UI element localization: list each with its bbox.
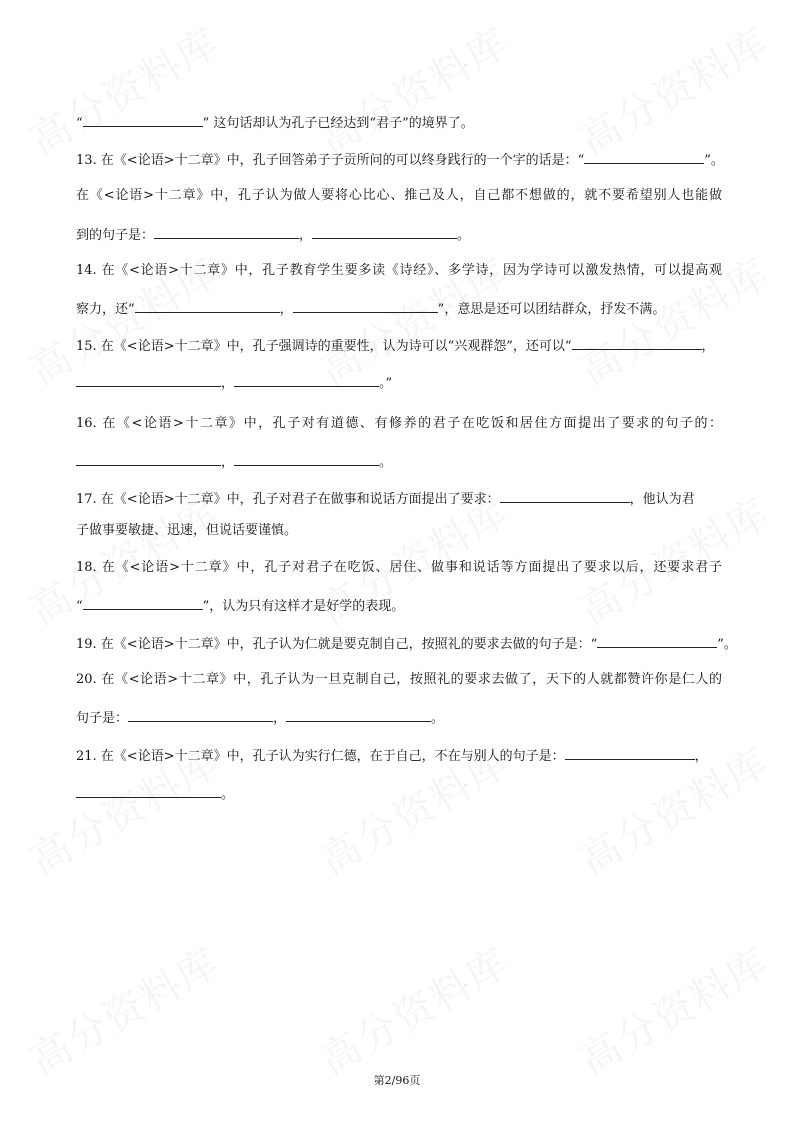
text: 。” xyxy=(379,376,393,391)
question-17 xyxy=(76,488,722,508)
answer-blank[interactable] xyxy=(76,372,221,387)
text: ， xyxy=(279,302,293,317)
answer-blank[interactable] xyxy=(312,224,457,239)
text: ”，意思是还可以团结群众，抒发不满。 xyxy=(437,302,666,317)
text: ， xyxy=(273,711,287,726)
text: 。 xyxy=(431,711,445,726)
answer-blank[interactable] xyxy=(83,112,203,127)
text-line xyxy=(76,112,722,132)
answer-blank[interactable] xyxy=(76,783,221,798)
text: 。 xyxy=(457,228,471,243)
text: ， xyxy=(701,339,715,354)
text: ， xyxy=(694,749,708,764)
answer-blank[interactable] xyxy=(76,451,221,466)
question-18: 18. 在《<论语>十二章》中，孔子对君子在吃饭、居住、做事和说话等方面提出了要求以后，还要求君子 xyxy=(76,560,722,575)
text-line xyxy=(76,372,722,392)
text: 19. 在《<论语>十二章》中，孔子认为仁就是要克制自己，按照礼的要求去做的句子是：“ xyxy=(76,637,598,652)
answer-blank[interactable] xyxy=(135,298,280,313)
answer-blank[interactable] xyxy=(154,224,299,239)
watermark xyxy=(23,20,227,163)
question-14: 14. 在《<论语>十二章》中，孔子教育学生要多读《诗经》、多学诗，因为学诗可以激发热情，可以提高观 xyxy=(76,263,722,278)
watermark xyxy=(23,940,227,1083)
text: ， xyxy=(299,228,313,243)
answer-blank[interactable] xyxy=(565,745,695,760)
text: ，他认为君 xyxy=(629,492,695,507)
answer-blank[interactable] xyxy=(83,595,203,610)
watermark xyxy=(573,940,777,1083)
text: 15. 在《<论语>十二章》中，孔子强调诗的重要性，认为诗可以“兴观群怨”，还可以“ xyxy=(76,339,572,354)
question-20: 20. 在《<论语>十二章》中，孔子认为一旦克制自己，按照礼的要求去做了，天下的人就都赞许你是仁人的 xyxy=(76,672,722,687)
answer-blank[interactable] xyxy=(234,451,379,466)
text-line: 子做事要敏捷、迅速，但说话要谨慎。 xyxy=(76,523,298,538)
text-line xyxy=(76,224,722,244)
text: 到的句子是： xyxy=(76,228,155,243)
answer-blank[interactable] xyxy=(597,633,717,648)
text: 。 xyxy=(221,787,235,802)
page-number: 第2/96页 xyxy=(373,1074,421,1087)
answer-blank[interactable] xyxy=(234,372,379,387)
watermark xyxy=(313,20,517,163)
answer-blank[interactable] xyxy=(128,707,273,722)
text: ” 这句话却认为孔子已经达到“君子”的境界了。 xyxy=(202,116,474,131)
question-19 xyxy=(76,633,737,653)
answer-blank[interactable] xyxy=(500,488,630,503)
text-line: 在《<论语>十二章》中，孔子认为做人要将心比心、推己及人，自己都不想做的，就不要希望别人也能做 xyxy=(76,188,722,203)
text: ”。 xyxy=(704,153,724,168)
text: ， xyxy=(221,455,235,470)
question-13 xyxy=(76,149,722,169)
watermark xyxy=(573,20,777,163)
question-16: 16. 在《<论语>十二章》中，孔子对有道德、有修养的君子在吃饭和居住方面提出了要求的句子的： xyxy=(76,416,722,431)
text: ”，认为只有这样才是好学的表现。 xyxy=(202,599,405,614)
answer-blank[interactable] xyxy=(584,149,704,164)
text: “ xyxy=(76,116,83,131)
watermark xyxy=(313,940,517,1083)
text: 。 xyxy=(379,455,393,470)
text-line xyxy=(76,595,722,615)
text: “ xyxy=(76,599,83,614)
answer-blank[interactable] xyxy=(286,707,431,722)
answer-blank[interactable] xyxy=(572,335,702,350)
text: ， xyxy=(221,376,235,391)
text-line xyxy=(76,783,722,803)
text: 13. 在《<论语>十二章》中，孔子回答弟子子贡所问的可以终身践行的一个字的话是：“ xyxy=(76,153,585,168)
text: 21. 在《<论语>十二章》中，孔子认为实行仁德，在于自己，不在与别人的句子是： xyxy=(76,749,565,764)
question-15 xyxy=(76,335,722,355)
text: 察力，还“ xyxy=(76,302,135,317)
text: 17. 在《<论语>十二章》中，孔子对君子在做事和说话方面提出了要求： xyxy=(76,492,500,507)
text-line xyxy=(76,707,722,727)
text: ”。 xyxy=(717,637,737,652)
answer-blank[interactable] xyxy=(293,298,438,313)
text-line xyxy=(76,298,722,318)
text: 句子是： xyxy=(76,711,129,726)
text-line xyxy=(76,451,722,471)
question-21 xyxy=(76,745,722,765)
